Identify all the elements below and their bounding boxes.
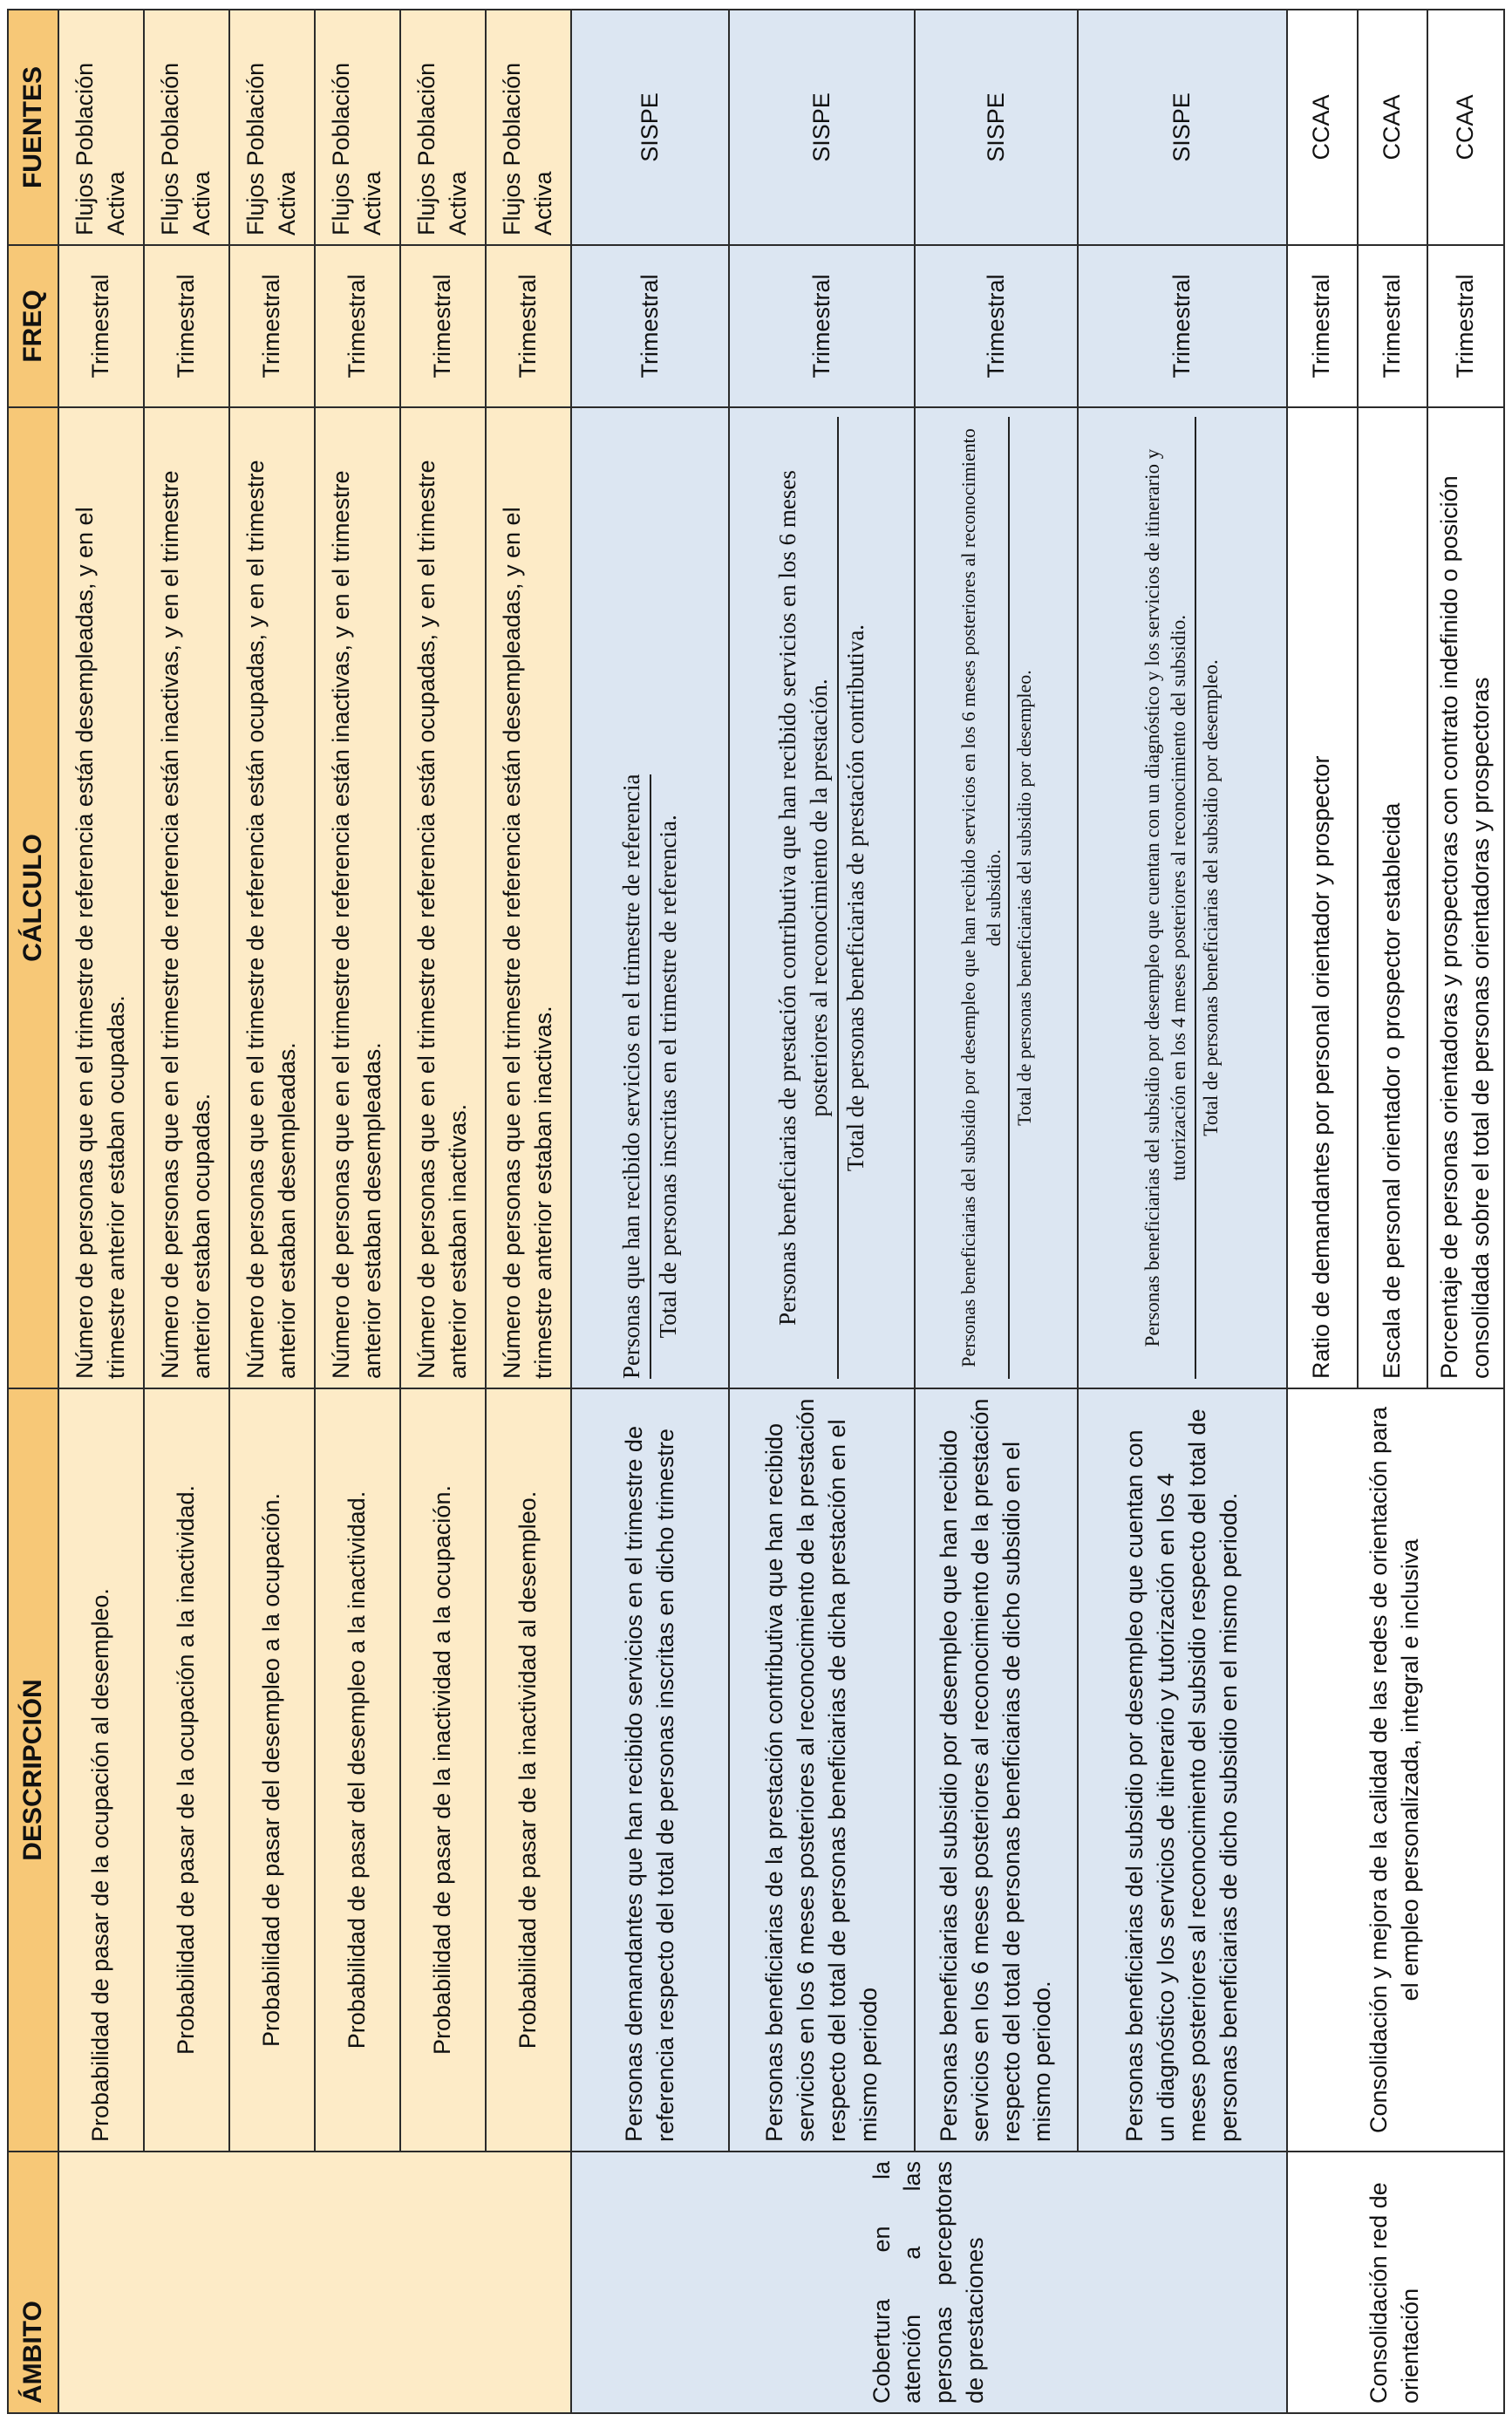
descripcion-cell: Probabilidad de pasar de la ocupación al desempleo. (58, 1388, 144, 2152)
calculo-formula-cell (1078, 407, 1287, 1388)
header-calculo: CÁLCULO (8, 407, 58, 1388)
descripcion-cell: Personas beneficiarias del subsidio por desempleo que cuentan con un diagnóstico y los servicios de itinerario y tutorización en los 4 meses posteriores al reconocimiento del subsidio respecto del total de personas beneficiarias de dicho subsidio en el mismo periodo. (1078, 1388, 1287, 2152)
descripcion-cell: Probabilidad de pasar del desempleo a la inactividad. (315, 1388, 400, 2152)
fuentes-cell: CCAA (1287, 10, 1358, 245)
freq-cell: Trimestral (229, 245, 315, 407)
header-ambito: ÁMBITO (8, 2152, 58, 2413)
fuentes-cell: CCAA (1358, 10, 1428, 245)
calculo-formula-cell (729, 407, 915, 1388)
freq-cell: Trimestral (1078, 245, 1287, 407)
fraction-denominator: Total de personas beneficiarias de prestación contributiva. (841, 624, 868, 1172)
descripcion-cell: Probabilidad de pasar del desempleo a la ocupación. (229, 1388, 315, 2152)
descripcion-cell: Personas demandantes que han recibido servicios en el trimestre de referencia respecto del total de personas inscritas en dicho trimestre (571, 1388, 729, 2152)
fraction-numerator: Personas beneficiarias del subsidio por desempleo que cuentan con un diagnóstico y los servicios de itinerario y tutorización en los 4 meses posteriores al reconocimiento del subsidio. (1140, 417, 1196, 1379)
fraction-denominator: Total de personas inscritas en el trimestre de referencia. (654, 815, 681, 1339)
fuentes-cell: SISPE (915, 10, 1077, 245)
table-row (915, 10, 1077, 2413)
fuentes-cell: SISPE (729, 10, 915, 245)
fraction-numerator: Personas beneficiarias del subsidio por desempleo que han recibido servicios en los 6 meses posteriores al reconocimiento del subsidio. (956, 417, 1011, 1379)
table-row (486, 10, 571, 2413)
fraction-denominator: Total de personas beneficiarias del subsidio por desempleo. (1199, 659, 1222, 1136)
freq-cell: Trimestral (1358, 245, 1428, 407)
fuentes-cell: Flujos Población Activa (58, 10, 144, 245)
header-freq: FREQ (8, 245, 58, 407)
freq-cell: Trimestral (144, 245, 229, 407)
calculo-cell: Número de personas que en el trimestre de referencia están desempleadas, y en el trimestre anterior estaban inactivas. (486, 407, 571, 1388)
descripcion-cell: Probabilidad de pasar de la ocupación a la inactividad. (144, 1388, 229, 2152)
freq-cell: Trimestral (1287, 245, 1358, 407)
fuentes-cell: Flujos Población Activa (400, 10, 486, 245)
calculo-cell: Número de personas que en el trimestre de referencia están inactivas, y en el trimestre anterior estaban desempleadas. (315, 407, 400, 1388)
descripcion-cell: Personas beneficiarias del subsidio por desempleo que han recibido servicios en los 6 meses posteriores al reconocimiento de la prestación respecto del total de personas beneficiarias de dicho subsidio en el mismo periodo. (915, 1388, 1077, 2152)
table-row (229, 10, 315, 2413)
descripcion-cell: Consolidación y mejora de la calidad de las redes de orientación para el empleo personalizada, integral e inclusiva (1287, 1388, 1504, 2152)
table-row (58, 10, 144, 2413)
calculo-cell: Número de personas que en el trimestre de referencia están ocupadas, y en el trimestre anterior estaban desempleadas. (229, 407, 315, 1388)
table-row (315, 10, 400, 2413)
header-fuentes: FUENTES (8, 10, 58, 245)
calculo-formula-cell (915, 407, 1077, 1388)
fuentes-cell: Flujos Población Activa (315, 10, 400, 245)
fraction (616, 774, 684, 1379)
fuentes-cell: CCAA (1427, 10, 1504, 245)
freq-cell: Trimestral (315, 245, 400, 407)
freq-cell: Trimestral (571, 245, 729, 407)
freq-cell: Trimestral (486, 245, 571, 407)
fraction-numerator: Personas que han recibido servicios en el trimestre de referencia (616, 774, 651, 1379)
table-row (1287, 10, 1358, 2413)
calculo-formula-cell (571, 407, 729, 1388)
freq-cell: Trimestral (58, 245, 144, 407)
fuentes-cell: SISPE (1078, 10, 1287, 245)
fuentes-cell: Flujos Población Activa (144, 10, 229, 245)
fuentes-cell: SISPE (571, 10, 729, 245)
freq-cell: Trimestral (729, 245, 915, 407)
descripcion-cell: Probabilidad de pasar de la inactividad al desempleo. (486, 1388, 571, 2152)
fuentes-cell: Flujos Población Activa (229, 10, 315, 245)
calculo-cell: Escala de personal orientador o prospector establecida (1358, 407, 1428, 1388)
calculo-cell: Número de personas que en el trimestre de referencia están desempleadas, y en el trimestre anterior estaban ocupadas. (58, 407, 144, 1388)
fraction (773, 417, 872, 1379)
fraction-numerator: Personas beneficiarias de prestación contributiva que han recibido servicios en los 6 meses posteriores al reconocimiento de la prestación. (773, 417, 839, 1379)
indicators-table (7, 9, 1505, 2414)
calculo-cell: Número de personas que en el trimestre de referencia están inactivas, y en el trimestre anterior estaban ocupadas. (144, 407, 229, 1388)
ambito-cell: Consolidación red de orientación (1287, 2152, 1504, 2413)
freq-cell: Trimestral (1427, 245, 1504, 407)
table-row (400, 10, 486, 2413)
descripcion-cell: Personas beneficiarias de la prestación contributiva que han recibido servicios en los 6 meses posteriores al reconocimiento de la prestación respecto del total de personas beneficiarias de dicha prestación en el mismo periodo (729, 1388, 915, 2152)
calculo-cell: Número de personas que en el trimestre de referencia están ocupadas, y en el trimestre anterior estaban inactivas. (400, 407, 486, 1388)
fraction-denominator: Total de personas beneficiarias del subsidio por desempleo. (1013, 670, 1036, 1126)
header-descripcion: DESCRIPCIÓN (8, 1388, 58, 2152)
calculo-cell: Porcentaje de personas orientadoras y prospectoras con contrato indefinido o posición consolidada sobre el total de personas orientadoras y prospectoras (1427, 407, 1504, 1388)
freq-cell: Trimestral (915, 245, 1077, 407)
fraction (1140, 417, 1225, 1379)
table-row (1078, 10, 1287, 2413)
calculo-cell: Ratio de demandantes por personal orientador y prospector (1287, 407, 1358, 1388)
table-row (729, 10, 915, 2413)
descripcion-cell: Probabilidad de pasar de la inactividad a la ocupación. (400, 1388, 486, 2152)
ambito-cell: Cobertura en la atención a las personas perceptoras de prestaciones (571, 2152, 1286, 2413)
freq-cell: Trimestral (400, 245, 486, 407)
fraction (956, 417, 1038, 1379)
table-row (571, 10, 729, 2413)
table-row (144, 10, 229, 2413)
ambito-cell-empty (58, 2152, 571, 2413)
fuentes-cell: Flujos Población Activa (486, 10, 571, 245)
